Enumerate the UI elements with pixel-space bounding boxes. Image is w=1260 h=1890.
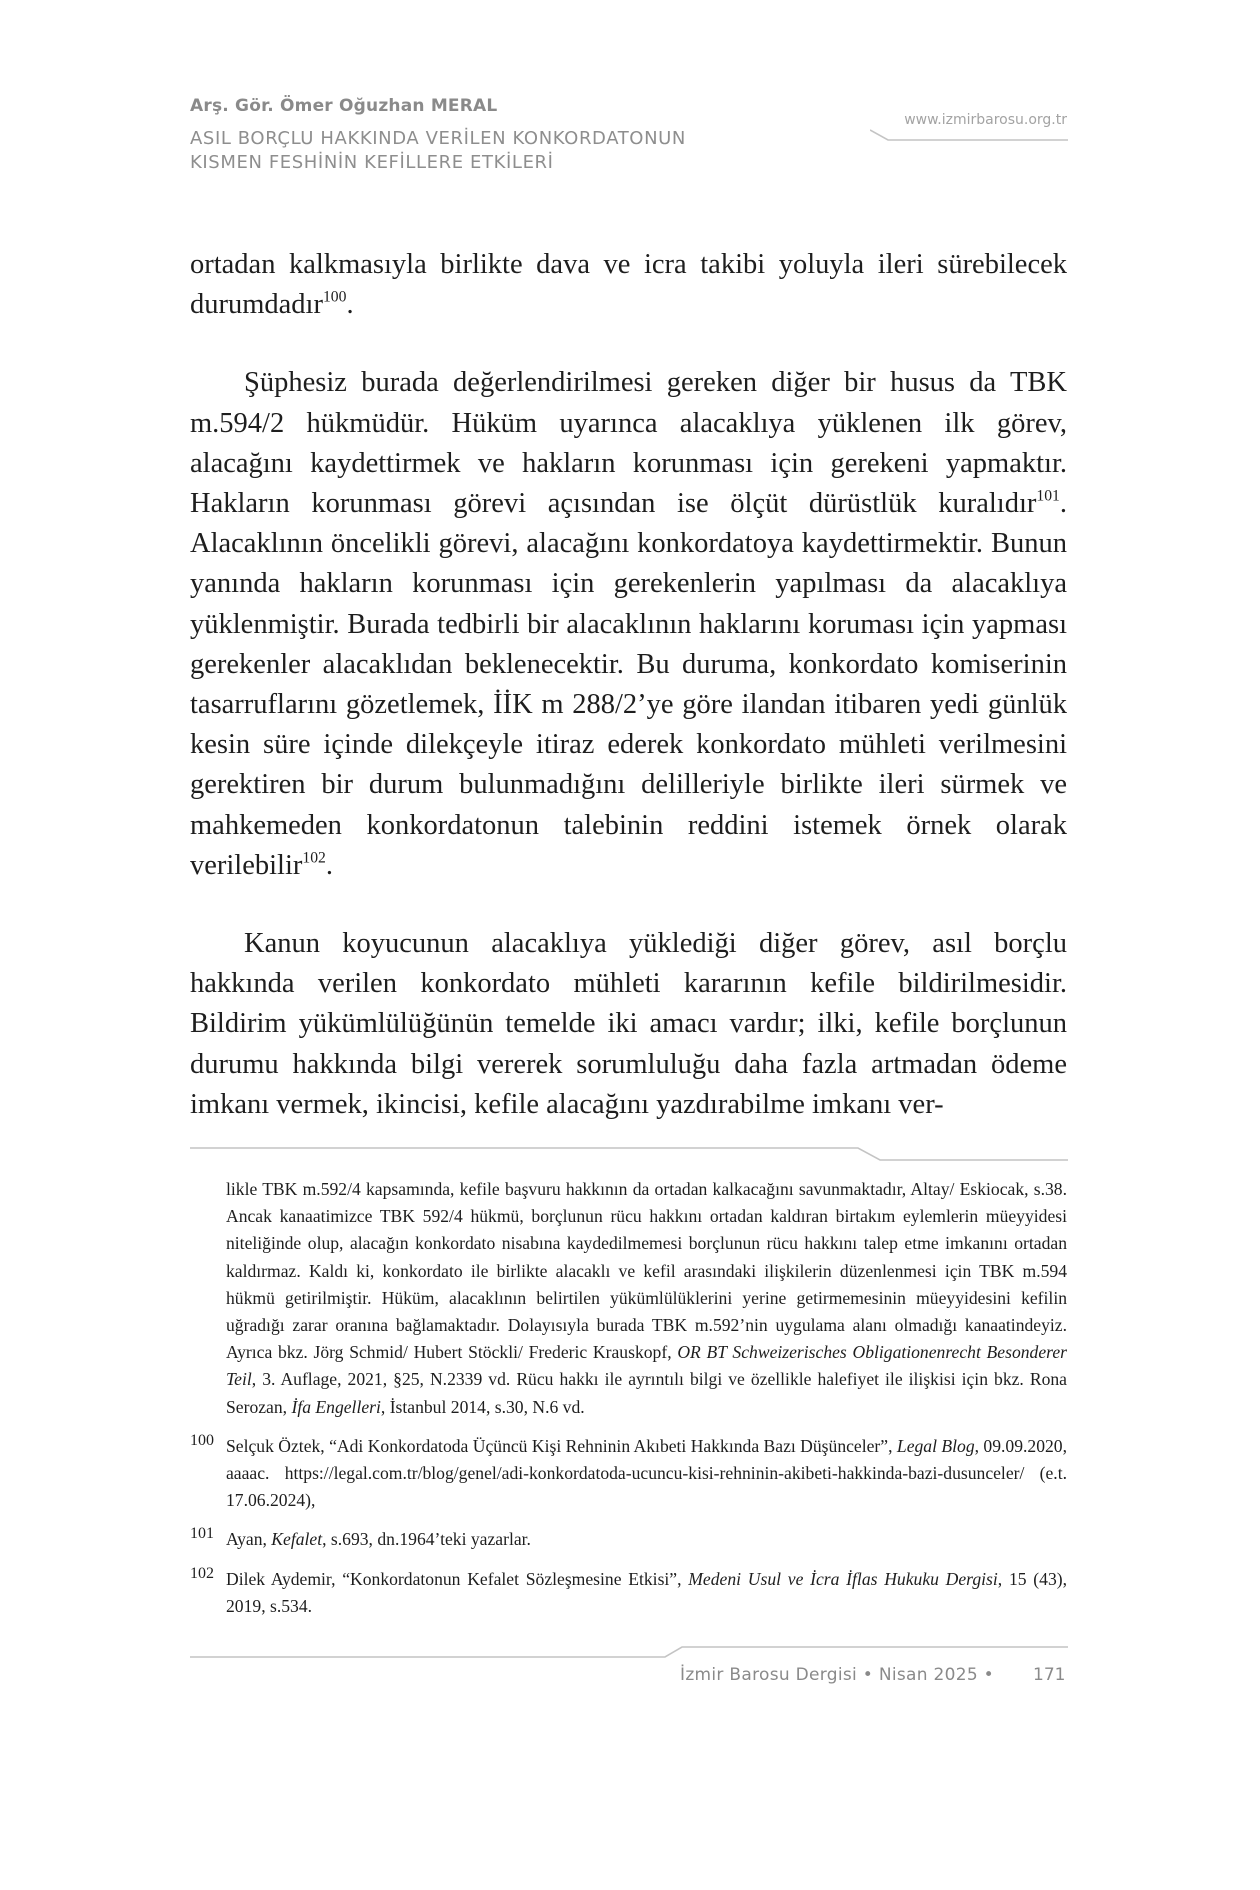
footnote-number: 102 — [190, 1564, 214, 1582]
footnote-ref-101[interactable]: 101 — [1036, 487, 1060, 505]
header-title-line-2: KISMEN FESHİNİN KEFİLLERE ETKİLERİ — [190, 152, 554, 173]
footer-rule — [190, 1645, 1070, 1661]
header-rule — [870, 128, 1070, 142]
page-number: 171 — [1033, 1665, 1066, 1685]
footnote-ref-100[interactable]: 100 — [322, 288, 347, 306]
paragraph-1: ortadan kalkmasıyla birlikte dava ve icra takibi yoluyla ileri sürebilecek durumdadır$^{100}$. — [190, 249, 1067, 321]
footer-journal-name: İzmir Barosu Dergisi • Nisan 2025 • — [680, 1665, 995, 1685]
footnote-continued: likle TBK m.592/4 kapsamında, kefile başvuru hakkının da ortadan kalkacağını savunmaktadır, Altay/ Eskiocak, s.38. Ancak kanaatimizce TBK 592/4 hükmü, borçlunun rücu hakkını ortadan kaldıran birtakım eylemlerin müeyyidesi niteliğinde olup, alacağın konkordato nisabına kaydedilmemesi borçlunun rücu hakkını talep etme imkanını ortadan kaldırmaz. Kaldı ki, konkordato ile birlikte alacaklı ve kefil arasındaki ilişkilerin düzenlenmesi için TBK m.594 hükmü getirilmiştir. Hüküm, alacaklının belirtilen yükümlülüklerini yerine getirmemesinin müeyyidesini kefilin uğradığı zarar oranına bağlamaktadır. Dolayısıyla burada TBK m.592’nin uygulama alanı olmadığı kanaatindeyiz. Ayrıca bkz. Jörg Schmid/ Hubert Stöckli/ Frederic Krauskopf, OR BT Schweizerisches Obligationenrecht Besonderer Teil, 3. Auflage, 2021, §25, N.2339 vd. Rücu hakkı ile ayrıntılı bilgi ve özellikle halefiyet ile ilişkisi için bkz. Rona Serozan, İfa Engelleri, İstanbul 2014, s.30, N.6 vd. — [226, 1179, 1068, 1417]
footnote-separator — [190, 1146, 1070, 1162]
header-article-title — [190, 127, 686, 175]
paragraph-3: Kanun koyucunun alacaklıya yüklediği diğer görev, asıl borçlu hakkında verilen konkordato mühleti kararının kefile bildirilmesidir. Bildirim yükümlülüğünün temelde iki amacı vardır; ilki, kefile borçlunun durumu hakkında bilgi vererek sorumluluğu daha fazla artmadan ödeme imkanı vermek, ikincisi, kefile alacağını yazdırabilme imkanı ver- — [190, 928, 1067, 1120]
footnotes — [190, 1176, 1067, 1620]
footnote-number: 100 — [190, 1431, 214, 1449]
footnote-text: Ayan, Kefalet, s.693, dn.1964’teki yazarlar. — [226, 1529, 531, 1550]
footnote-text: Dilek Aydemir, “Konkordatonun Kefalet Sözleşmesine Etkisi”, Medeni Usul ve İcra İflas Hukuku Dergisi, 15 (43), 2019, s.534. — [226, 1568, 1067, 1616]
header-url: www.izmirbarosu.org.tr — [904, 112, 1067, 128]
header-author: Arş. Gör. Ömer Oğuzhan MERAL — [190, 96, 498, 116]
footnote-text: Selçuk Öztek, “Adi Konkordatoda Üçüncü Kişi Rehninin Akıbeti Hakkında Bazı Düşünceler”, Legal Blog, 09.09.2020, aaaac. https://legal.com.tr/blog/genel/adi-konkordatoda-ucuncu-kisi-rehninin-akibeti-hakkinda-bazi-dusunceler/ (e.t. 17.06.2024), — [226, 1435, 1067, 1511]
footnote-102 — [190, 1566, 1067, 1620]
header-title-line-1: ASIL BORÇLU HAKKINDA VERİLEN KONKORDATONUN — [190, 128, 686, 149]
footnote-101 — [190, 1526, 1067, 1553]
footnote-100 — [190, 1433, 1067, 1515]
footnote-number: 101 — [190, 1525, 214, 1543]
paragraph-2: Şüphesiz burada değerlendirilmesi gereken diğer bir husus da TBK m.594/2 hükmüdür. Hüküm uyarınca alacaklıya yüklenen ilk görev, alacağını kaydettirmek ve hakların korunması için gerekeni yapmaktır. Hakların korunması görevi açısından ise ölçüt dürüstlük kuralıdır$^{101}$. Alacaklının öncelikli görevi, alacağını konkordatoya kaydettirmektir. Bunun yanında hakların korunması için gerekenlerin yapılması da alacaklıya yüklenmiştir. Burada tedbirli bir alacaklının haklarını koruması için yapması gerekenler alacaklıdan beklenecektir. Bu duruma, konkordato komiserinin tasarruflarını gözetlemek, İİK m 288/2’ye göre ilandan itibaren yedi günlük kesin süre içinde dilekçeyle itiraz ederek konkordato mühleti verilmesini gerektiren bir durum bulunmadığını delilleriyle birlikte ileri sürmek ve mahkemeden konkordatonun talebinin reddini istemek örnek olarak verilebilir$^{102}$. — [190, 367, 1067, 881]
main-body-text — [190, 245, 1067, 1125]
footnote-ref-102[interactable]: 102 — [302, 849, 326, 867]
